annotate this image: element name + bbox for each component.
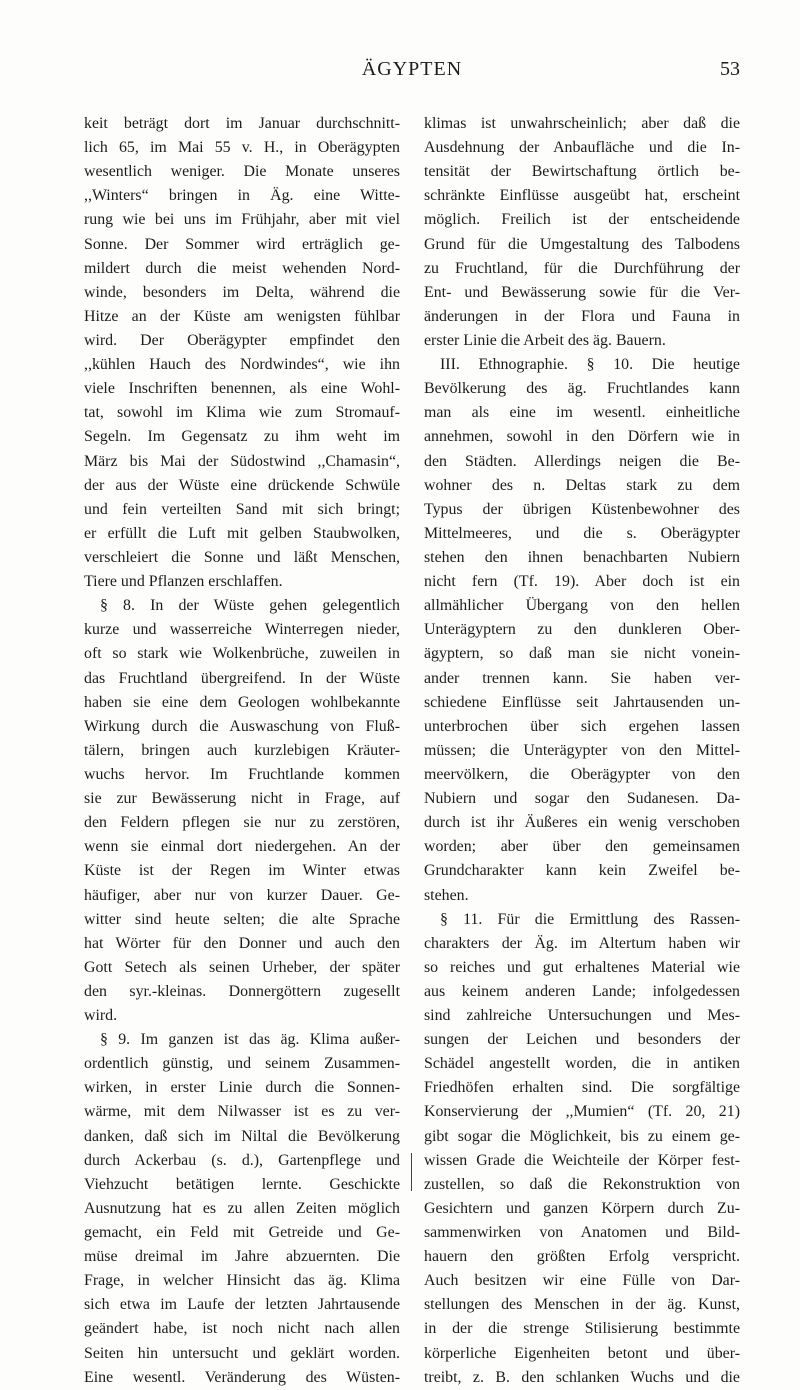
text-line: wissen Grade die Weichteile der Körper fest- [424, 1151, 740, 1169]
text-line: wirken, in erster Linie durch die Sonnen- [84, 1079, 400, 1097]
text-line: Tiere und Pflanzen erschlaffen. [84, 573, 283, 591]
text-line: Schädel angestellt worden, die in antiken [424, 1055, 740, 1073]
text-line: man als eine im wesentl. einheitliche [424, 404, 740, 422]
text-line: tälern, bringen auch kurzlebigen Kräuter- [84, 741, 400, 759]
text-line: Ausdehnung der Anbaufläche und die In- [424, 139, 740, 157]
text-line: zustellen, so daß die Rekonstruktion von [424, 1175, 740, 1193]
text-line: ,,Winters“ bringen in Äg. eine Witte- [84, 187, 400, 205]
page-header [84, 58, 740, 88]
text-line: Frage, in welcher Hinsicht das äg. Klima [84, 1272, 400, 1290]
page-number: 53 [720, 58, 740, 80]
text-line: rung wie bei uns im Frühjahr, aber mit viel [84, 211, 400, 229]
text-line: wuchs hervor. Im Fruchtlande kommen [84, 765, 400, 783]
text-line: lich 65, im Mai 55 v. H., in Oberägypten [84, 139, 400, 157]
text-line: allmählicher Übergang von den hellen [424, 597, 740, 615]
text-line: sind zahlreiche Untersuchungen und Mes- [424, 1007, 740, 1025]
text-line: § 11. Für die Ermittlung des Rassen- [440, 910, 740, 928]
text-line: danken, daß sich im Niltal die Bevölkerung [84, 1127, 400, 1145]
text-line: Typus der übrigen Küstenbewohner des [424, 500, 740, 518]
text-line: Viehzucht betätigen lernte. Geschickte [84, 1175, 400, 1193]
text-line: mildert durch die meist wehenden Nord- [84, 259, 400, 277]
text-line: § 8. In der Wüste gehen gelegentlich [100, 597, 400, 615]
text-line: den syr.-kleinas. Donnergöttern zugesellt [84, 982, 400, 1000]
text-line: Friedhöfen erhalten sind. Die sorgfältige [424, 1079, 740, 1097]
text-line: der aus der Wüste eine drückende Schwüle [84, 476, 400, 494]
text-line: viele Inschriften benennen, als eine Wohl- [84, 380, 400, 398]
text-line: verschleiert die Sonne und läßt Menschen, [84, 548, 400, 566]
text-line: wärme, mit dem Nilwasser ist es zu ver- [84, 1103, 400, 1121]
text-line: keit beträgt dort im Januar durchschnitt- [84, 115, 400, 132]
text-line: worden; aber über den gemeinsamen [424, 838, 740, 856]
text-line: er erfüllt die Luft mit gelben Staubwolken, [84, 524, 400, 542]
text-line: oft so stark wie Wolkenbrüche, zuweilen in [84, 645, 400, 663]
text-line: annehmen, sowohl in den Dörfern wie in [424, 428, 740, 446]
text-line: Küste ist der Regen im Winter etwas [84, 862, 400, 880]
text-line: wenn sie einmal dort niedergehen. An der [84, 838, 400, 856]
text-line: stehen. [424, 886, 469, 904]
text-line: Grundcharakter kann kein Zweifel be- [424, 862, 740, 880]
text-line: stehen den ihnen benachbarten Nubiern [424, 548, 740, 566]
text-line: Wirkung durch die Auswaschung von Fluß- [84, 717, 400, 735]
text-line: sammenwirken von Anatomen und Bild- [424, 1224, 740, 1242]
text-line: Eine wesentl. Veränderung des Wüsten- [84, 1368, 400, 1386]
text-line: Ausnutzung hat es zu allen Zeiten möglich [84, 1199, 400, 1217]
text-line: ,,kühlen Hauch des Nordwindes“, wie ihn [84, 356, 400, 374]
text-line: schiedene Einflüsse seit Jahrtausenden un- [424, 693, 740, 711]
text-line: klimas ist unwahrscheinlich; aber daß die [424, 115, 740, 132]
text-line: charakters der Äg. im Altertum haben wir [424, 934, 740, 952]
text-line: stellungen des Menschen in der äg. Kunst, [424, 1296, 740, 1314]
text-line: kurze und wasserreiche Winterregen nieder, [84, 621, 400, 639]
text-line: gemacht, ein Feld mit Getreide und Ge- [84, 1224, 400, 1242]
text-line: nicht fern (Tf. 19). Aber doch ist ein [424, 573, 740, 591]
text-line: Segeln. Im Gegensatz zu ihm weht im [84, 428, 400, 446]
text-line: sich etwa im Laufe der letzten Jahrtausende [84, 1296, 400, 1314]
text-line: den Feldern pflegen sie nur zu zerstören, [84, 814, 400, 832]
text-line: ägyptern, so daß man sie nicht vonein- [424, 645, 740, 663]
text-line: wird. Der Oberägypter empfindet den [84, 331, 400, 349]
text-line: Gesichtern und ganzen Körpern durch Zu- [424, 1199, 740, 1217]
text-line: Sonne. Der Sommer wird erträglich ge- [84, 235, 400, 253]
text-line: müse dreimal im Jahre abzuernten. Die [84, 1248, 400, 1266]
text-line: wird. [84, 1007, 118, 1025]
text-line: winde, besonders im Delta, während die [84, 283, 400, 301]
text-line: März bis Mai der Südostwind ,,Chamasin“, [84, 452, 400, 470]
text-line: Nubiern und sogar den Sudanesen. Da- [424, 790, 740, 808]
text-line: das Fruchtland übergreifend. In der Wüste [84, 669, 400, 687]
column-rule [411, 1153, 412, 1191]
text-line: treibt, z. B. den schlanken Wuchs und die [424, 1368, 740, 1386]
text-line: witter sind heute selten; die alte Sprache [84, 910, 400, 928]
text-line: Konservierung der ,,Mumien“ (Tf. 20, 21) [424, 1103, 740, 1121]
text-line: Unterägyptern zu den dunkleren Ober- [424, 621, 740, 639]
text-line: sungen der Leichen und besonders der [424, 1031, 740, 1049]
text-line: schränkte Einflüsse ausgeübt hat, erscheint [424, 187, 740, 205]
text-line: zu Fruchtland, für die Durchführung der [424, 259, 740, 277]
text-line: häufiger, aber nur von kurzer Dauer. Ge- [84, 886, 400, 904]
text-line: Gott Setech als seinen Urheber, der später [84, 958, 400, 976]
text-line: körperliche Eigenheiten betont und über- [424, 1344, 740, 1362]
left-column [84, 112, 400, 1390]
text-line: sie zur Bewässerung nicht in Frage, auf [84, 790, 400, 808]
text-line: durch ist ihr Äußeres ein wenig verschoben [424, 814, 740, 832]
running-title: ÄGYPTEN [361, 58, 463, 80]
text-line: wohner des n. Deltas stark zu dem [424, 476, 740, 494]
text-line: aus keinem anderen Lande; infolgedessen [424, 982, 740, 1000]
text-line: so reiches und gut erhaltenes Material wie [424, 958, 740, 976]
text-line: haben sie eine dem Geologen wohlbekannte [84, 693, 400, 711]
text-line: Auch besitzen wir eine Fülle von Dar- [424, 1272, 740, 1290]
text-line: Hitze an der Küste am wenigsten fühlbar [84, 307, 400, 325]
text-line: änderungen in der Flora und Fauna in [424, 307, 740, 325]
text-line: wesentlich weniger. Die Monate unseres [84, 163, 400, 181]
text-line: durch Ackerbau (s. d.), Gartenpflege und [84, 1151, 400, 1169]
text-line: Seiten hin untersucht und geklärt worden. [84, 1344, 400, 1362]
text-line: geändert habe, ist noch nicht nach allen [84, 1320, 400, 1338]
text-line: ander trennen kann. Sie haben ver- [424, 669, 740, 687]
text-line: § 9. Im ganzen ist das äg. Klima außer- [100, 1031, 400, 1049]
text-line: Grund für die Umgestaltung des Talbodens [424, 235, 740, 253]
text-line: tat, sowohl im Klima wie zum Stromauf- [84, 404, 400, 422]
right-column [424, 112, 740, 1390]
text-line: III. Ethnographie. § 10. Die heutige [440, 356, 740, 374]
text-line: Mittelmeeres, und die s. Oberägypter [424, 524, 740, 542]
text-line: hauern den größten Erfolg verspricht. [424, 1248, 740, 1266]
text-line: ordentlich günstig, und seinem Zusammen- [84, 1055, 400, 1073]
text-line: Bevölkerung des äg. Fruchtlandes kann [424, 380, 740, 398]
text-line: und fein verteilten Sand mit sich bringt; [84, 500, 400, 518]
text-line: hat Wörter für den Donner und auch den [84, 934, 400, 952]
text-line: gibt sogar die Möglichkeit, bis zu einem ge- [424, 1127, 740, 1145]
text-line: müssen; die Unterägypter von den Mittel- [424, 741, 740, 759]
text-line: erster Linie die Arbeit des äg. Bauern. [424, 331, 666, 349]
text-line: tensität der Bewirtschaftung örtlich be- [424, 163, 740, 181]
text-line: den Städten. Allerdings neigen die Be- [424, 452, 740, 470]
text-line: möglich. Freilich ist der entscheidende [424, 211, 740, 229]
text-line: unterbrochen über sich ergehen lassen [424, 717, 740, 735]
text-line: in der die strenge Stilisierung bestimmte [424, 1320, 740, 1338]
text-line: meervölkern, die Oberägypter von den [424, 765, 740, 783]
text-line: Ent- und Bewässerung sowie für die Ver- [424, 283, 740, 301]
